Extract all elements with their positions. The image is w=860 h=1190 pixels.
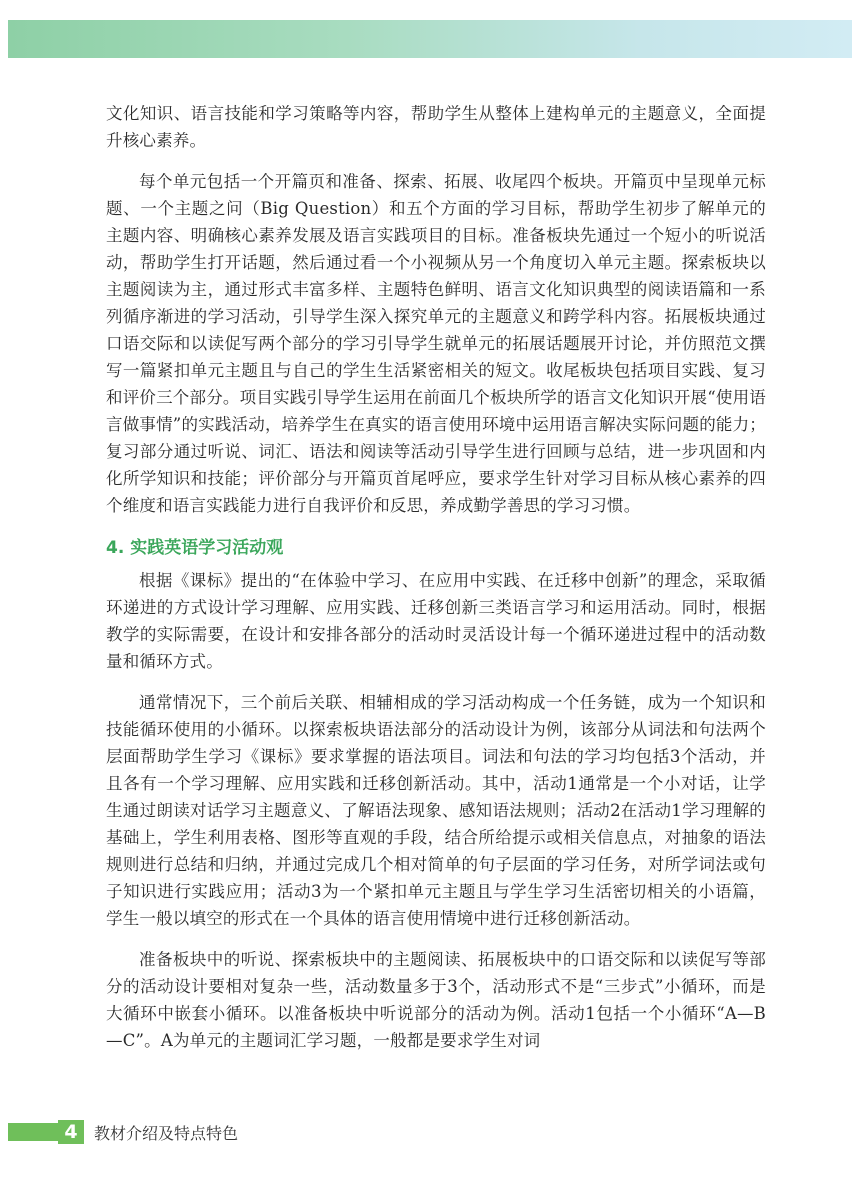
paragraph-4: 通常情况下，三个前后关联、相辅相成的学习活动构成一个任务链，成为一个知识和技能循环使用的小循环。以探索板块语法部分的活动设计为例，该部分从词法和句法两个层面帮助学生学习《课标》要求掌握的语法项目。词法和句法的学习均包括3个活动，并且各有一个学习理解、应用实践和迁移创新活动。其中，活动1通常是一个小对话，让学生通过朗读对话学习主题意义、了解语法现象、感知语法规则；活动2在活动1学习理解的基础上，学生利用表格、图形等直观的手段，结合所给提示或相关信息点，对抽象的语法规则进行总结和归纳，并通过完成几个相对简单的句子层面的学习任务，对所学词法或句子知识进行实践应用；活动3为一个紧扣单元主题且与学生学习生活密切相关的小语篇，学生一般以填空的形式在一个具体的语言使用情境中进行迁移创新活动。 — [106, 693, 766, 928]
paragraph-2: 每个单元包括一个开篇页和准备、探索、拓展、收尾四个板块。开篇页中呈现单元标题、一个主题之问（Big Question）和五个方面的学习目标，帮助学生初步了解单元的主题内容、明确核心素养发展及语言实践项目的目标。准备板块先通过一个短小的听说活动，帮助学生打开话题，然后通过看一个小视频从另一个角度切入单元主题。探索板块以主题阅读为主，通过形式丰富多样、主题特色鲜明、语言文化知识典型的阅读语篇和一系列循序渐进的学习活动，引导学生深入探究单元的主题意义和跨学科内容。拓展板块通过口语交际和以读促写两个部分的学习引导学生就单元的拓展话题展开讨论，并仿照范文撰写一篇紧扣单元主题且与自己的学生生活紧密相关的短文。收尾板块包括项目实践、复习和评价三个部分。项目实践引导学生运用在前面几个板块所学的语言文化知识开展“使用语言做事情”的实践活动，培养学生在真实的语言使用环境中运用语言解决实际问题的能力；复习部分通过听说、词汇、语法和阅读等活动引导学生进行回顾与总结，进一步巩固和内化所学知识和技能；评价部分与开篇页首尾呼应，要求学生针对学习目标从核心素养的四个维度和语言实践能力进行自我评价和反思，养成勤学善思的学习习惯。 — [106, 172, 766, 515]
paragraph-5: 准备板块中的听说、探索板块中的主题阅读、拓展板块中的口语交际和以读促写等部分的活动设计要相对复杂一些，活动数量多于3个，活动形式不是“三步式”小循环，而是大循环中嵌套小循环。以准备板块中听说部分的活动为例。活动1包括一个小循环“A—B—C”。A为单元的主题词汇学习题，一般都是要求学生对词 — [106, 950, 766, 1050]
footer-title: 教材介绍及特点特色 — [94, 1123, 239, 1143]
page-number: 4 — [58, 1120, 84, 1144]
paragraph-3: 根据《课标》提出的“在体验中学习、在应用中实践、在迁移中创新”的理念，采取循环递进的方式设计学习理解、应用实践、迁移创新三类语言学习和运用活动。同时，根据教学的实际需要，在设计和安排各部分的活动时灵活设计每一个循环递进过程中的活动数量和循环方式。 — [106, 571, 766, 671]
page-body — [106, 100, 766, 1068]
section-heading: 4. 实践英语学习活动观 — [106, 538, 284, 558]
page-footer — [8, 1120, 238, 1144]
paragraph-1: 文化知识、语言技能和学习策略等内容，帮助学生从整体上建构单元的主题意义，全面提升核心素养。 — [106, 104, 766, 150]
footer-accent-bar — [8, 1123, 58, 1141]
header-color-band — [8, 20, 852, 58]
